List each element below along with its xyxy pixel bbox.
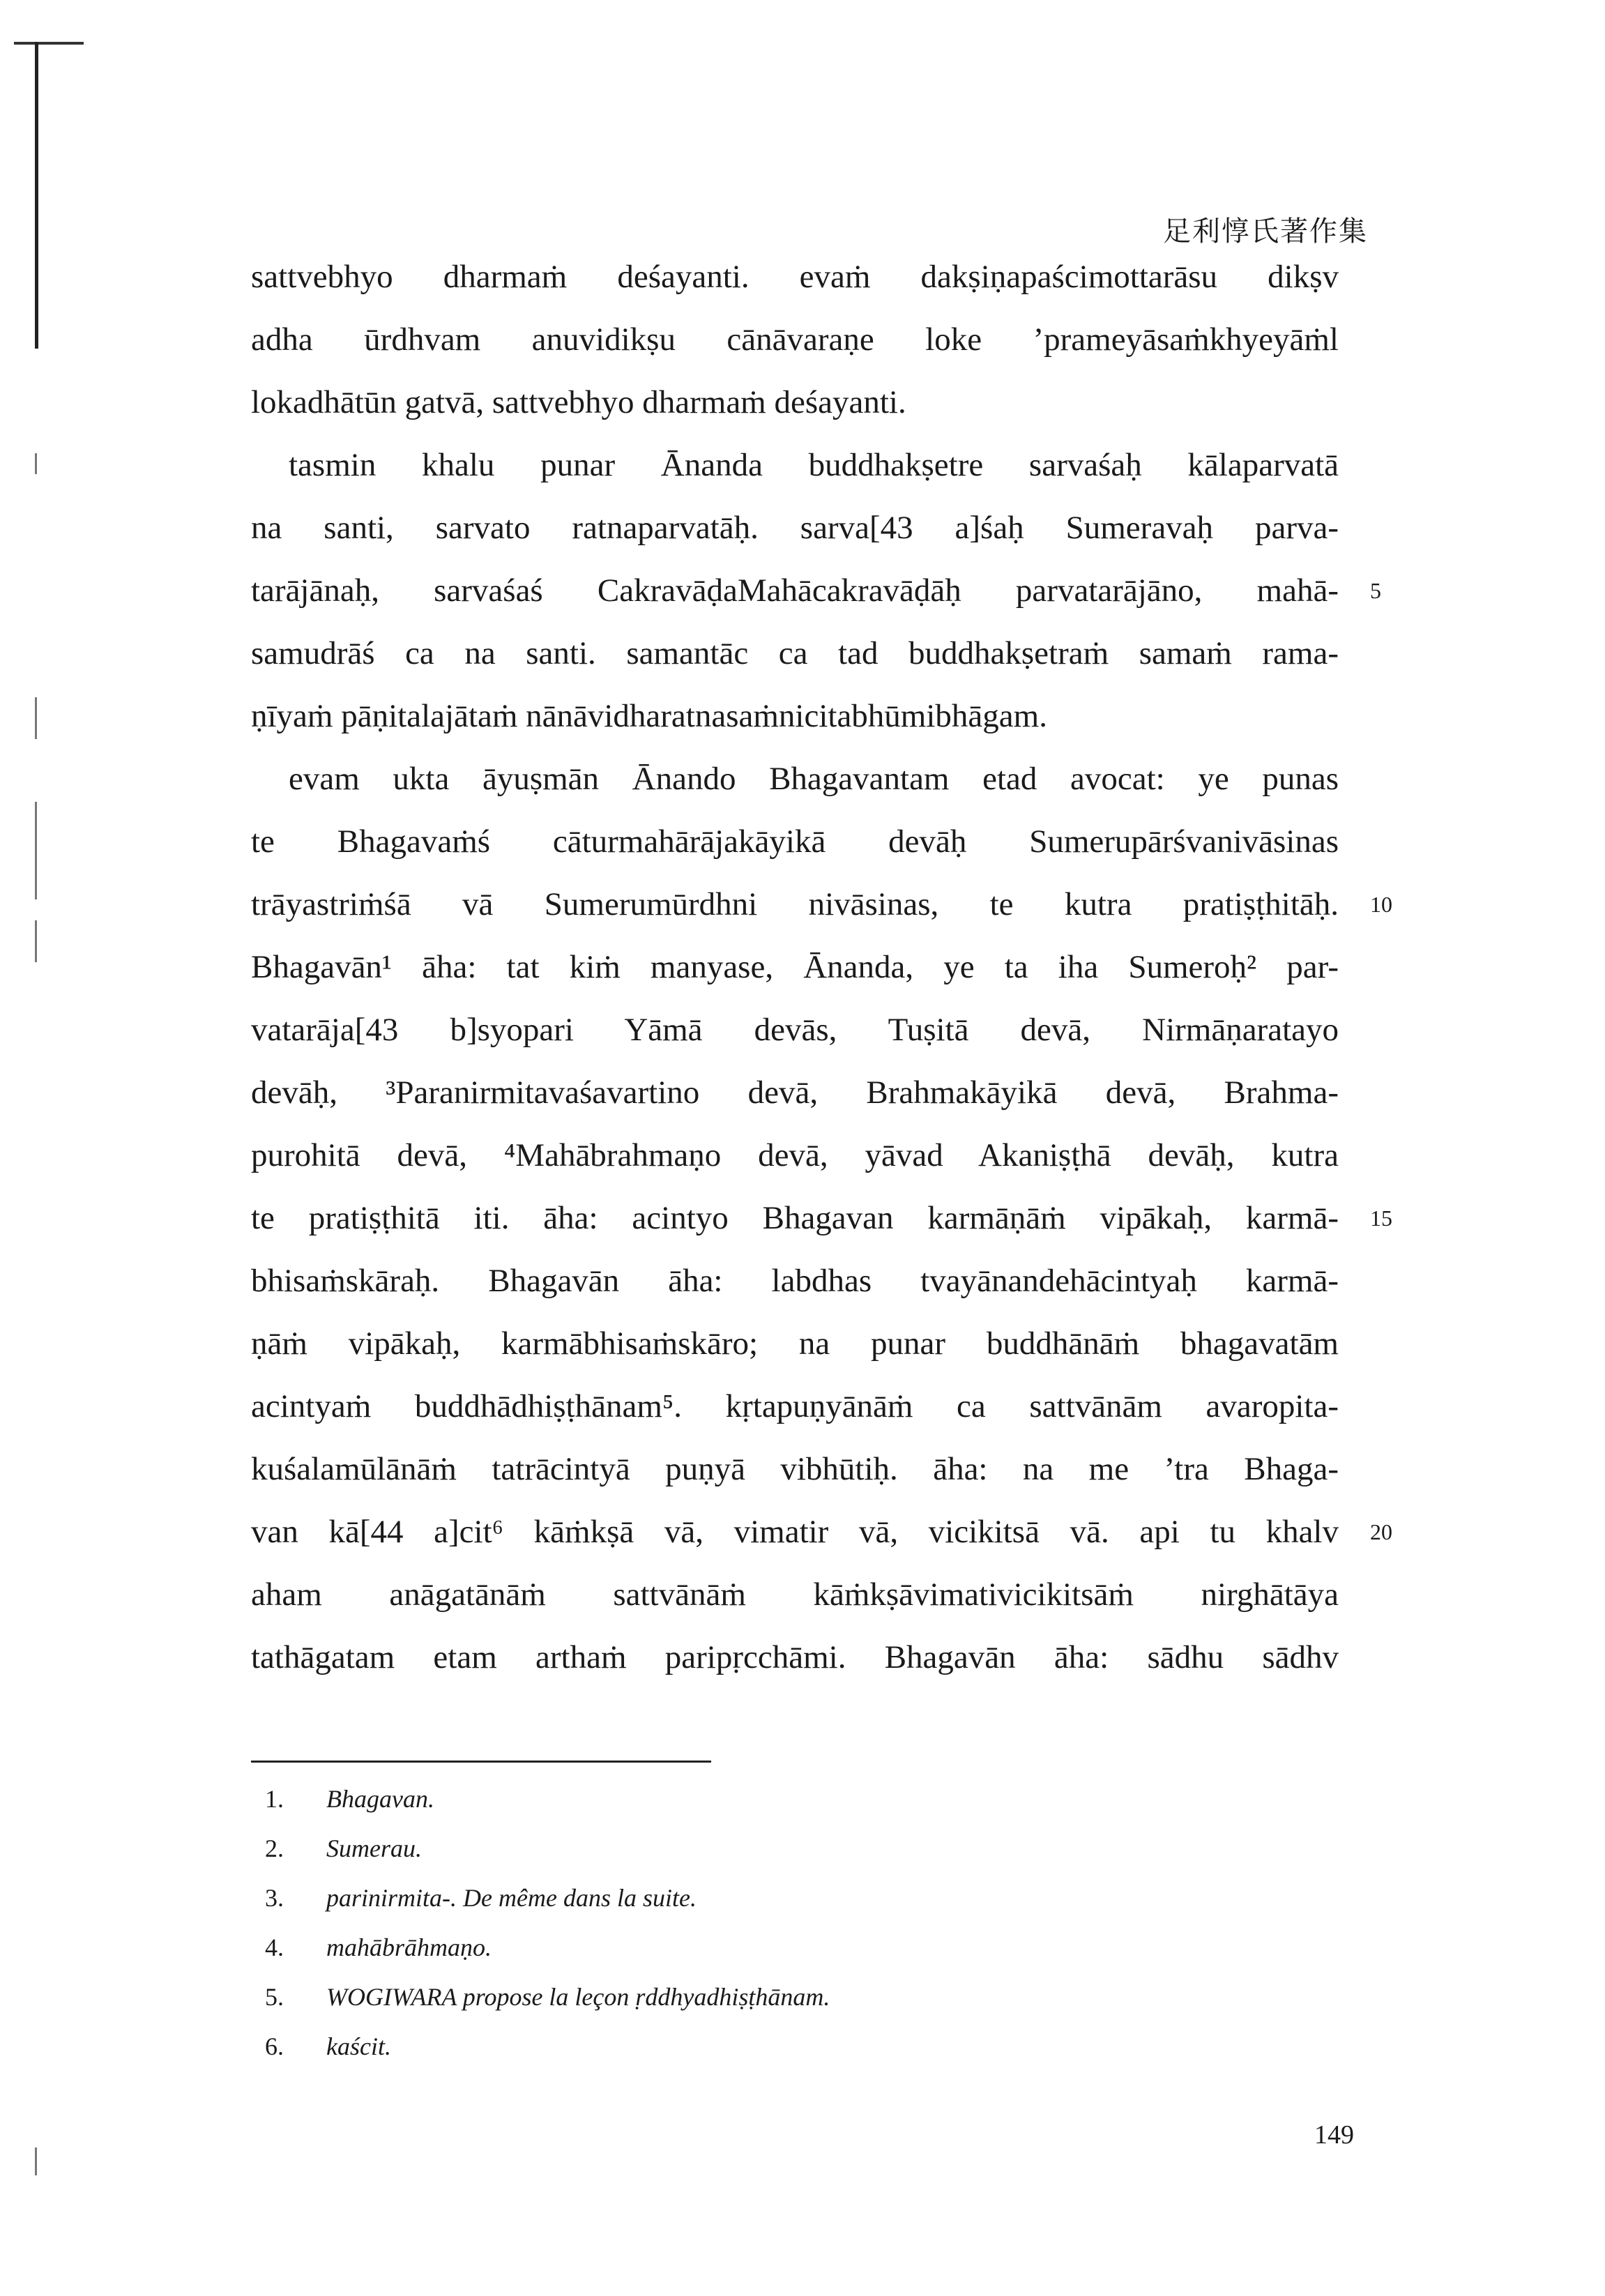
text-line	[251, 1375, 1339, 1438]
footnote-number: 4.	[265, 1933, 284, 1961]
footnote-rule	[251, 1761, 711, 1763]
text-line	[251, 747, 1339, 810]
text-line-content: te Bhagavaṁś cāturmahārājakāyikā devāḥ Sumerupārśvanivāsinas	[251, 823, 1339, 860]
text-line	[251, 998, 1339, 1061]
text-line	[251, 1312, 1339, 1375]
text-line-content: te pratiṣṭhitā iti. āha: acintyo Bhagavan karmāṇāṁ vipākaḥ, karmā-	[251, 1200, 1339, 1236]
text-line-content: acintyaṁ buddhādhiṣṭhānam⁵. kṛtapuṇyānāṁ ca sattvānām avaropita-	[251, 1388, 1339, 1424]
text-line-content: sattvebhyo dharmaṁ deśayanti. evaṁ dakṣiṇapaścimottarāsu dikṣv	[251, 259, 1339, 295]
scan-binding-line	[35, 42, 38, 349]
text-line-content: ṇāṁ vipākaḥ, karmābhisaṁskāro; na punar buddhānāṁ bhagavatām	[251, 1325, 1339, 1362]
text-line	[251, 810, 1339, 873]
text-line	[251, 685, 1339, 747]
text-line-content: lokadhātūn gatvā, sattvebhyo dharmaṁ deśayanti.	[251, 384, 906, 420]
footnote-text: Bhagavan.	[326, 1785, 434, 1813]
footnote-number: 6.	[265, 2032, 284, 2060]
line-number: 15	[1370, 1206, 1392, 1231]
text-line	[251, 371, 1339, 434]
text-line	[251, 434, 1339, 496]
footnote-text: Sumerau.	[326, 1834, 422, 1862]
text-line-content: samudrāś ca na santi. samantāc ca tad buddhakṣetraṁ samaṁ rama-	[251, 635, 1339, 671]
text-line	[251, 559, 1381, 622]
line-number: 20	[1370, 1519, 1392, 1544]
text-line-content: na santi, sarvato ratnaparvatāḥ. sarva[43 a]śaḥ Sumeravaḥ parva-	[251, 510, 1339, 546]
footnote-number: 3.	[265, 1884, 284, 1912]
text-line	[251, 1626, 1339, 1689]
running-head: 足利惇氏著作集	[1163, 215, 1368, 248]
text-line	[251, 1061, 1339, 1124]
text-line-content: vatarāja[43 b]syopari Yāmā devās, Tuṣitā devā, Nirmāṇaratayo	[251, 1012, 1339, 1048]
page-number: 149	[1314, 2120, 1354, 2150]
text-line-content: tarājānaḥ, sarvaśaś CakravāḍaMahācakravāḍāḥ parvatarājāno, mahā-	[251, 572, 1339, 609]
footnote-text: mahābrāhmaṇo.	[326, 1933, 492, 1961]
text-line	[251, 1563, 1339, 1626]
footnote-text: kaścit.	[326, 2032, 391, 2060]
text-line-content: evam ukta āyuṣmān Ānando Bhagavantam etad avocat: ye punas	[289, 761, 1339, 797]
footnote	[265, 1972, 830, 2022]
text-line-content: bhisaṁskāraḥ. Bhagavān āha: labdhas tvayānandehācintyaḥ karmā-	[251, 1263, 1339, 1299]
scan-edge-mark	[14, 42, 84, 45]
footnote	[265, 2022, 830, 2071]
scan-speck	[35, 453, 37, 474]
text-line-content: aham anāgatānāṁ sattvānāṁ kāṁkṣāvimativicikitsāṁ nirghātāya	[251, 1576, 1339, 1613]
text-line	[251, 936, 1339, 998]
footnote	[265, 1873, 830, 1923]
scan-speck	[35, 920, 37, 962]
text-line-content: Bhagavān¹ āha: tat kiṁ manyase, Ānanda, ye ta iha Sumeroḥ² par-	[251, 949, 1339, 985]
text-line-content: trāyastriṁśā vā Sumerumūrdhni nivāsinas, te kutra pratiṣṭhitāḥ.	[251, 886, 1339, 922]
text-line	[251, 873, 1392, 936]
text-line	[251, 1249, 1339, 1312]
footnote-text: WOGIWARA propose la leçon ṛddhyadhiṣṭhānam.	[326, 1983, 830, 2011]
footnote-number: 5.	[265, 1983, 284, 2011]
text-line-content: devāḥ, ³Paranirmitavaśavartino devā, Brahmakāyikā devā, Brahma-	[251, 1074, 1339, 1111]
footnote-text: parinirmita-. De même dans la suite.	[326, 1884, 697, 1912]
body-text	[251, 245, 1392, 1689]
line-number: 5	[1370, 578, 1381, 603]
text-line-content: tathāgatam etam arthaṁ paripṛcchāmi. Bhagavān āha: sādhu sādhv	[251, 1639, 1339, 1675]
footnote	[265, 1824, 830, 1873]
footnote	[265, 1774, 830, 1824]
text-line	[251, 1500, 1392, 1563]
text-line	[251, 496, 1339, 559]
text-line	[251, 308, 1339, 371]
text-line-content: ṇīyaṁ pāṇitalajātaṁ nānāvidharatnasaṁnicitabhūmibhāgam.	[251, 698, 1047, 734]
text-line	[251, 245, 1339, 308]
text-line	[251, 1124, 1339, 1187]
footnotes	[265, 1774, 830, 2071]
text-line	[251, 622, 1339, 685]
text-line	[251, 1438, 1339, 1500]
text-line-content: tasmin khalu punar Ānanda buddhakṣetre sarvaśaḥ kālaparvatā	[289, 447, 1339, 483]
text-line-content: adha ūrdhvam anuvidikṣu cānāvaraṇe loke ’prameyāsaṁkhyeyāṁl	[251, 321, 1339, 358]
scan-speck	[35, 697, 37, 739]
text-line-content: kuśalamūlānāṁ tatrācintyā puṇyā vibhūtiḥ. āha: na me ’tra Bhaga-	[251, 1451, 1339, 1487]
text-line-content: van kā[44 a]cit⁶ kāṁkṣā vā, vimatir vā, vicikitsā vā. api tu khalv	[251, 1514, 1339, 1550]
footnote	[265, 1923, 830, 1972]
footnote-number: 1.	[265, 1785, 284, 1813]
footnote-number: 2.	[265, 1834, 284, 1862]
text-line-content: purohitā devā, ⁴Mahābrahmaṇo devā, yāvad Akaniṣṭhā devāḥ, kutra	[251, 1137, 1339, 1173]
scan-speck	[35, 2147, 37, 2175]
text-line	[251, 1187, 1392, 1249]
scan-speck	[35, 802, 37, 899]
line-number: 10	[1370, 892, 1392, 917]
